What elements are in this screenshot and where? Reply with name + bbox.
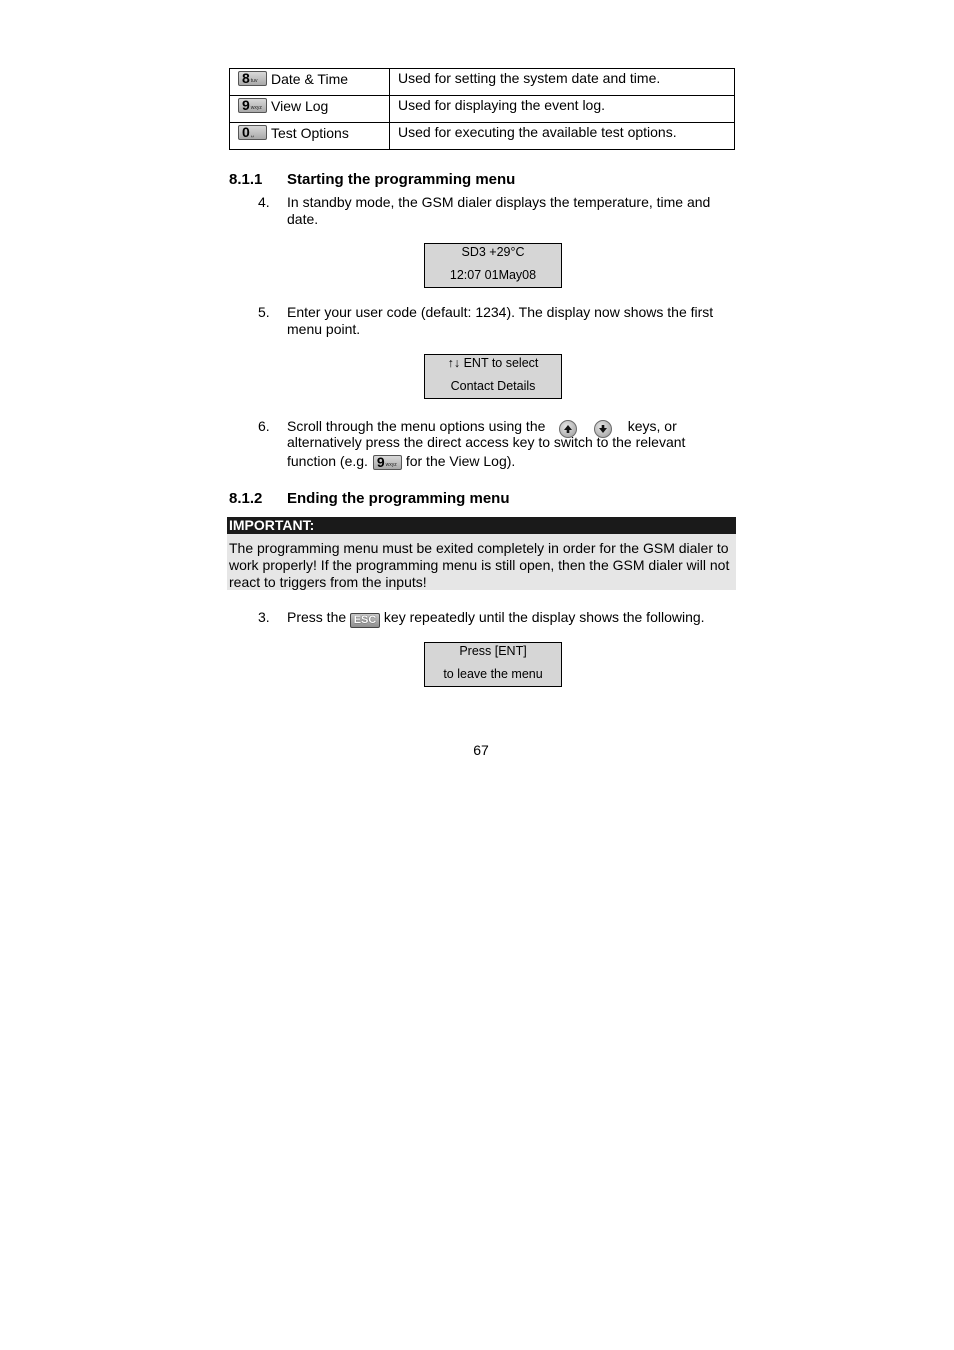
table-row [230,123,735,150]
menu-description: Used for executing the available test options. [398,124,677,140]
page-number: 67 [473,742,489,758]
section-heading-ending: 8.1.2 Ending the programming menu [229,490,510,507]
menu-description: Used for setting the system date and time. [398,70,661,86]
section-heading-starting: 8.1.1 Starting the programming menu [229,171,516,188]
lcd-display-menu: ↑↓ ENT to select Contact Details [424,354,562,399]
key-8-icon: 8 tuv [238,71,267,86]
menu-label: Date & Time [271,71,349,87]
important-note: The programming menu must be exited completely in order for the GSM dialer to work properly! If the programming menu is still open, then the GSM dialer will not react to triggers from the inputs! [227,534,736,590]
key-9-icon: 9 wxyz [238,98,267,113]
table-row [230,69,735,96]
menu-label: Test Options [271,125,349,141]
important-label: IMPORTANT: [227,517,736,534]
menu-description: Used for displaying the event log. [398,97,606,113]
esc-key-icon: ESC [350,613,380,628]
key-9-icon: 9 wxyz [373,455,402,470]
table-row [230,96,735,123]
key-0-icon: 0 ␣ [238,125,267,140]
lcd-display-leave: Press [ENT] to leave the menu [424,642,562,687]
lcd-display-standby: SD3 +29°C 12:07 01May08 [424,243,562,288]
menu-options-table [229,68,735,150]
menu-label: View Log [271,98,329,114]
